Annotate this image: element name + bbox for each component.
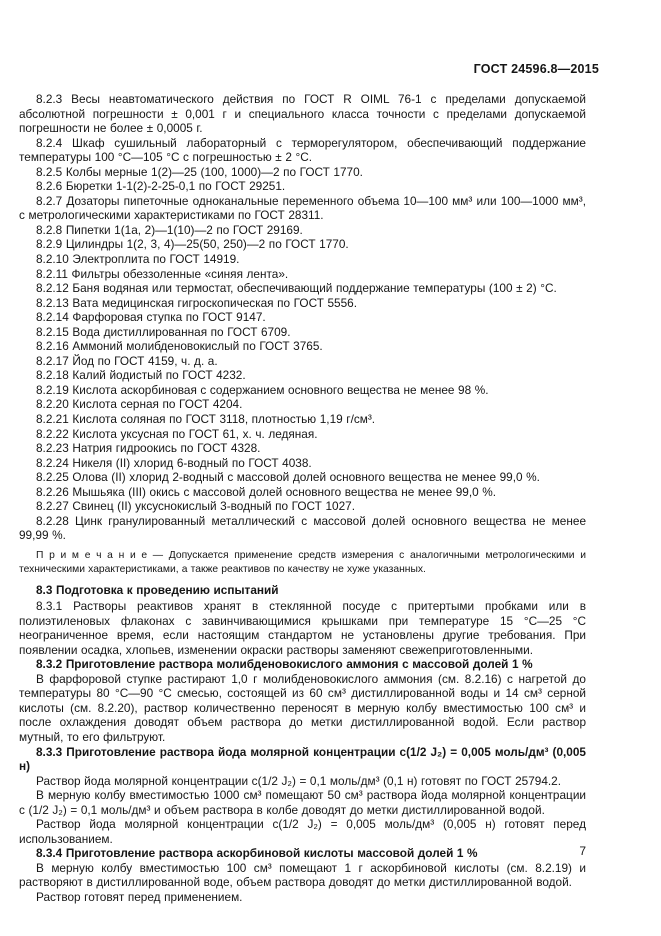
clause-8-2-11: 8.2.11 Фильтры обеззоленные «синяя лента».	[36, 266, 289, 281]
clause-8-2-8: 8.2.8 Пипетки 1(1а, 2)—1(10)—2 по ГОСТ 29169.	[36, 222, 303, 237]
clause-8-2-13: 8.2.13 Вата медицинская гигроскопическая по ГОСТ 5556.	[36, 295, 358, 310]
clause-8-2-9: 8.2.9 Цилиндры 1(2, 3, 4)—25(50, 250)—2 по ГОСТ 1770.	[36, 237, 349, 252]
clause-8-3-3-para3: Раствор йода молярной концентрации c(1/2 J₂) = 0,005 моль/дм³ (0,005 н) готовят перед использованием.	[19, 817, 586, 846]
clause-8-2-27: 8.2.27 Свинец (II) уксуснокислый 3-водный по ГОСТ 1027.	[36, 499, 355, 514]
clause-8-2-21: 8.2.21 Кислота соляная по ГОСТ 3118, плотностью 1,19 г/см³.	[36, 412, 376, 427]
clause-8-2-7: 8.2.7 Дозаторы пипеточные одноканальные переменного объема 10—100 мм³ или 100—1000 мм³, с метрологическими характеристиками по ГОСТ 28311.	[19, 193, 586, 223]
page-number: 7	[579, 844, 586, 858]
clause-8-2-17: 8.2.17 Йод по ГОСТ 4159, ч. д. а.	[36, 353, 218, 368]
clause-8-2-12: 8.2.12 Баня водяная или термостат, обеспечивающий поддержание температуры (100 ± 2) °С.	[36, 281, 557, 296]
clause-8-2-4: 8.2.4 Шкаф сушильный лабораторный с терморегулятором, обеспечивающий поддержание температуры 100 °С—105 °С с погрешностью ± 2 °С.	[19, 135, 586, 165]
clause-8-3-3-para2: В мерную колбу вместимостью 1000 см³ помещают 50 см³ раствора йода молярной концентрации с (1/2 J₂) = 0,1 моль/дм³ и объем раствора в колбе доводят до метки дистиллированной водой.	[19, 788, 586, 817]
clause-8-2-5: 8.2.5 Колбы мерные 1(2)—25 (100, 1000)—2 по ГОСТ 1770.	[36, 164, 363, 179]
clause-8-2-19: 8.2.19 Кислота аскорбиновая с содержанием основного вещества не менее 98 %.	[36, 382, 489, 397]
clause-8-3-4-para2: Раствор готовят перед применением.	[36, 890, 243, 905]
clause-8-2-24: 8.2.24 Никеля (II) хлорид 6-водный по ГОСТ 4038.	[36, 455, 312, 470]
clause-8-2-18: 8.2.18 Калий йодистый по ГОСТ 4232.	[36, 368, 246, 383]
clause-8-2-3: 8.2.3 Весы неавтоматического действия по ГОСТ R OIML 76-1 с пределами допускаемой абсолютной погрешности ± 0,001 г и специального класса точности с пределами допускаемой погрешности не более ± 0,0005 г.	[19, 92, 586, 136]
document-content	[19, 92, 586, 905]
clause-8-3-3-title: 8.3.3 Приготовление раствора йода молярной концентрации c(1/2 J₂) = 0,005 моль/дм³ (0,005 н)	[19, 744, 586, 774]
clause-8-2-20: 8.2.20 Кислота серная по ГОСТ 4204.	[36, 397, 243, 412]
clause-8-2-6: 8.2.6 Бюретки 1-1(2)-2-25-0,1 по ГОСТ 29251.	[36, 179, 286, 194]
clause-8-3-3-para1: Раствор йода молярной концентрации c(1/2 J₂) = 0,1 моль/дм³ (0,1 н) готовят по ГОСТ 25794.2.	[36, 773, 561, 788]
clause-8-2-26: 8.2.26 Мышьяка (III) окись с массовой долей основного вещества не менее 99,0 %.	[36, 484, 497, 499]
clause-8-2-22: 8.2.22 Кислота уксусная по ГОСТ 61, х. ч. ледяная.	[36, 426, 318, 441]
clause-8-3-4-title: 8.3.4 Приготовление раствора аскорбиновой кислоты массовой долей 1 %	[36, 846, 478, 861]
clause-8-2-15: 8.2.15 Вода дистиллированная по ГОСТ 6709.	[36, 324, 291, 339]
clause-8-2-23: 8.2.23 Натрия гидроокись по ГОСТ 4328.	[36, 441, 261, 456]
clause-8-2-14: 8.2.14 Фарфоровая ступка по ГОСТ 9147.	[36, 310, 266, 325]
clause-8-2-25: 8.2.25 Олова (II) хлорид 2-водный с массовой долей основного вещества не менее 99,0 %.	[36, 470, 540, 485]
clause-8-3-4-para1: В мерную колбу вместимостью 100 см³ помещают 1 г аскорбиновой кислоты (см. 8.2.19) и растворяют в дистиллированной воде, объем раствора доводят до метки дистиллированной водой.	[19, 860, 586, 890]
clause-8-2-28: 8.2.28 Цинк гранулированный металлический с массовой долей основного вещества не менее 99,99 %.	[19, 513, 586, 543]
running-header: ГОСТ 24596.8—2015	[473, 62, 599, 76]
clause-8-2-10: 8.2.10 Электроплита по ГОСТ 14919.	[36, 252, 240, 267]
clause-8-2-16: 8.2.16 Аммоний молибденовокислый по ГОСТ 3765.	[36, 339, 323, 354]
note: П р и м е ч а н и е — Допускается применение средств измерения с аналогичными метрологическими и техническими характеристиками, а также реактивов по качеству не хуже указанных.	[19, 549, 586, 575]
clause-8-3-1: 8.3.1 Растворы реактивов хранят в стеклянной посуде с притертыми пробками или в полиэтиленовых флаконах с завинчивающимися крышками при температуре 15 °С—25 °С неограниченное время, если настоящим стандартом не установлены другие требования. При появлении осадка, хлопьев, изменении окраски растворы заменяют свежеприготовленными.	[19, 599, 586, 657]
section-8-3-title: 8.3 Подготовка к проведению испытаний	[36, 582, 279, 597]
clause-8-3-2-title: 8.3.2 Приготовление раствора молибденовокислого аммония с массовой долей 1 %	[36, 657, 533, 672]
clause-8-3-2-text: В фарфоровой ступке растирают 1,0 г молибденовокислого аммония (см. 8.2.16) с нагретой до температуры 80 °С—90 °С смесью, состоящей из 60 см³ дистиллированной воды и 14 см³ серной кислоты (см. 8.2.20), раствор количественно переносят в мерную колбу вместимостью 100 см³ и после охлаждения доводят объем раствора до метки дистиллированной водой. Если раствор мутный, то его фильтруют.	[19, 671, 586, 745]
